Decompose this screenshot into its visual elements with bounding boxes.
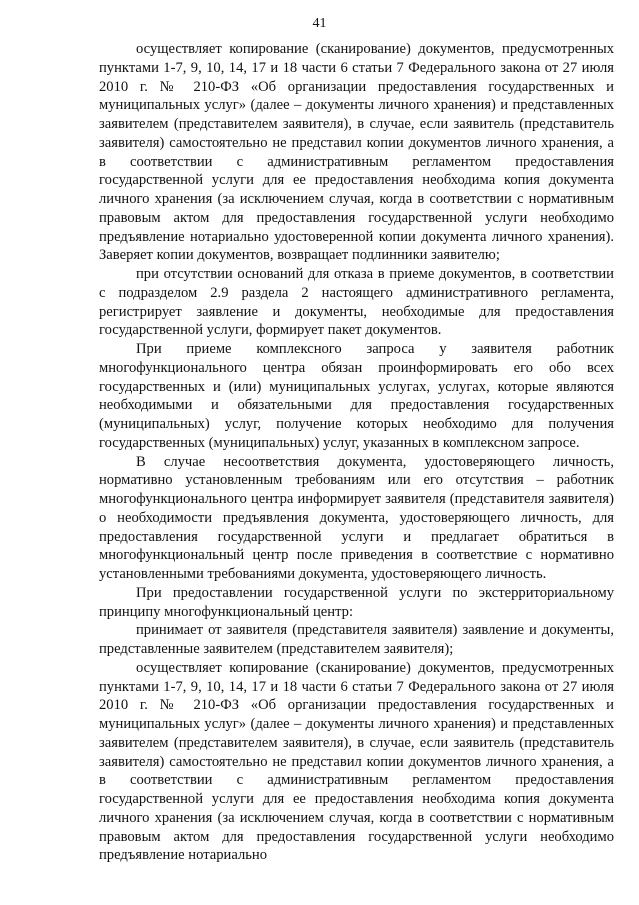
paragraph-copying-documents-continued: осуществляет копирование (сканирование) документов, предусмотренных пунктами 1-7, 9, 10, 14, 17 и 18 части 6 статьи 7 Федерального закона от 27 июля 2010 г. № 210-ФЗ «Об организации предоставления государственных и муниципальных услуг» (далее – документы личного хранения) и представленных заявителем (представителем заявителя), в случае, если заявитель (представитель заявителя) самостоятельно не представил копии документов личного хранения, а в соответствии с административным регламентом предоставления государственной услуги для ее предоставления необходима копия документа личного хранения (за исключением случая, когда в соответствии с нормативным правовым актом для предоставления государственной услуги необходимо предъявление нотариально xyxy=(99,659,614,864)
paragraph-registration: при отсутствии оснований для отказа в приеме документов, в соответствии с подразделом 2.9 раздела 2 настоящего административного регламента, регистрирует заявление и документы, необходимые для предоставления государственной услуги, формирует пакет документов. xyxy=(99,266,614,339)
paragraph-complex-request: При приеме комплексного запроса у заявителя работник многофункционального центра обязан проинформировать его обо всех государственных и (или) муниципальных услугах, услугах, которые являются необходимыми и обязательными для предоставления государственных (муниципальных) услуг, получение которых необходимо для получения государственных (муниципальных) услуг, указанных в комплексном запросе. xyxy=(99,341,614,451)
paragraph-exterritorial-principle: При предоставлении государственной услуги по экстерриториальному принципу многофункциональный центр: xyxy=(99,584,614,620)
page-number: 41 xyxy=(312,16,327,31)
paragraph-copying-documents: осуществляет копирование (сканирование) документов, предусмотренных пунктами 1-7, 9, 10, 14, 17 и 18 части 6 статьи 7 Федерального закона от 27 июля 2010 г. № 210-ФЗ «Об организации предоставления государственных и муниципальных услуг» (далее – документы личного хранения) и представленных заявителем (представителем заявителя), в случае, если заявитель (представитель заявителя) самостоятельно не представил копии документов личного хранения, а в соответствии с административным регламентом предоставления государственной услуги для ее предоставления необходима копия документа личного хранения (за исключением случая, когда в соответствии с нормативным правовым актом для предоставления государственной услуги необходимо предъявление нотариально удостоверенной копии документа личного хранения). Заверяет копии документов, возвращает подлинники заявителю; xyxy=(99,41,614,264)
paragraph-identity-document: В случае несоответствия документа, удостоверяющего личность, нормативно установленным требованиям или его отсутствия – работник многофункционального центра информирует заявителя (представителя заявителя) о необходимости предъявления документа, удостоверяющего личность, для предоставления государственной услуги и предлагает обратиться в многофункциональный центр после приведения в соответствие с нормативно установленными требованиями документа, удостоверяющего личность. xyxy=(99,453,614,582)
document-body xyxy=(99,40,614,865)
paragraph-accepts-application: принимает от заявителя (представителя заявителя) заявление и документы, представленные заявителем (представителем заявителя); xyxy=(99,622,614,657)
